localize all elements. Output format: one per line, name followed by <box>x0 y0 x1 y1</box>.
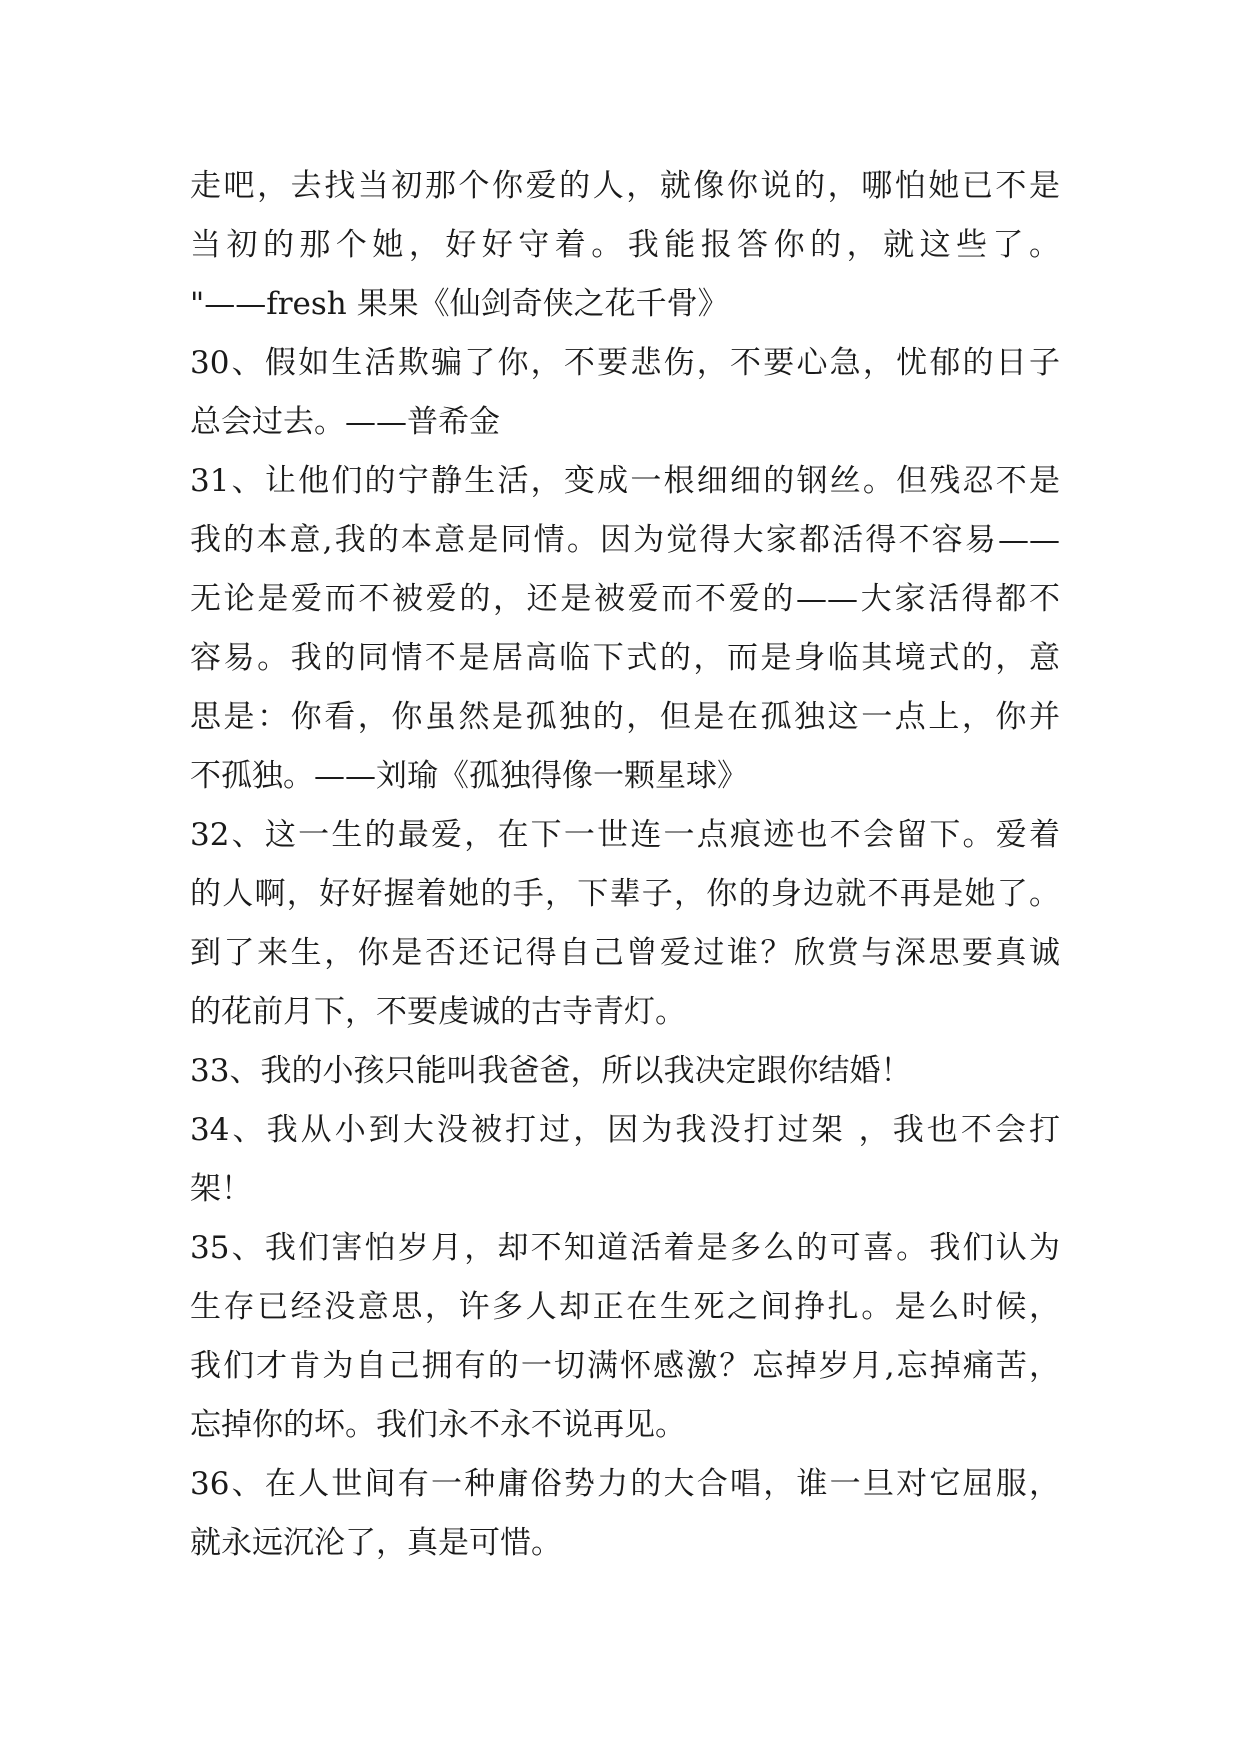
text-line: 容易。我的同情不是居高临下式的，而是身临其境式的，意 <box>190 640 1060 676</box>
text-line: 就永远沉沦了，真是可惜。 <box>190 1525 562 1561</box>
text-line: 36、在人世间有一种庸俗势力的大合唱，谁一旦对它屈服， <box>190 1466 1060 1502</box>
text-line: 我们才肯为自己拥有的一切满怀感激？忘掉岁月,忘掉痛苦， <box>190 1348 1060 1384</box>
text-line: 总会过去。——普希金 <box>190 404 500 440</box>
text-line: 到了来生，你是否还记得自己曾爱过谁？欣赏与深思要真诚 <box>190 935 1060 971</box>
text-line: 当初的那个她，好好守着。我能报答你的，就这些了。 <box>190 227 1060 263</box>
text-line: 不孤独。——刘瑜《孤独得像一颗星球》 <box>190 758 748 794</box>
text-line: 的花前月下，不要虔诚的古寺青灯。 <box>190 994 686 1030</box>
text-line: 31、让他们的宁静生活，变成一根细细的钢丝。但残忍不是 <box>190 463 1060 499</box>
text-line: 30、假如生活欺骗了你，不要悲伤，不要心急，忧郁的日子 <box>190 345 1060 381</box>
text-line: 忘掉你的坏。我们永不永不说再见。 <box>190 1407 686 1443</box>
document-body <box>190 157 1060 1573</box>
text-line: 的人啊，好好握着她的手，下辈子，你的身边就不再是她了。 <box>190 876 1060 912</box>
text-line: 无论是爱而不被爱的，还是被爱而不爱的——大家活得都不 <box>190 581 1060 617</box>
text-line: 34、我从小到大没被打过，因为我没打过架 ，我也不会打 <box>190 1112 1060 1148</box>
text-line: 35、我们害怕岁月，却不知道活着是多么的可喜。我们认为 <box>190 1230 1060 1266</box>
text-line: "——fresh 果果《仙剑奇侠之花千骨》 <box>190 286 729 322</box>
text-line: 生存已经没意思，许多人却正在生死之间挣扎。是么时候， <box>190 1289 1060 1325</box>
text-line: 架！ <box>190 1171 252 1207</box>
text-line: 33、我的小孩只能叫我爸爸，所以我决定跟你结婚！ <box>190 1053 912 1089</box>
text-line: 我的本意,我的本意是同情。因为觉得大家都活得不容易—— <box>190 522 1060 558</box>
text-line: 走吧，去找当初那个你爱的人，就像你说的，哪怕她已不是 <box>190 168 1060 204</box>
text-line: 思是：你看，你虽然是孤独的，但是在孤独这一点上，你并 <box>190 699 1060 735</box>
text-line: 32、这一生的最爱，在下一世连一点痕迹也不会留下。爱着 <box>190 817 1060 853</box>
